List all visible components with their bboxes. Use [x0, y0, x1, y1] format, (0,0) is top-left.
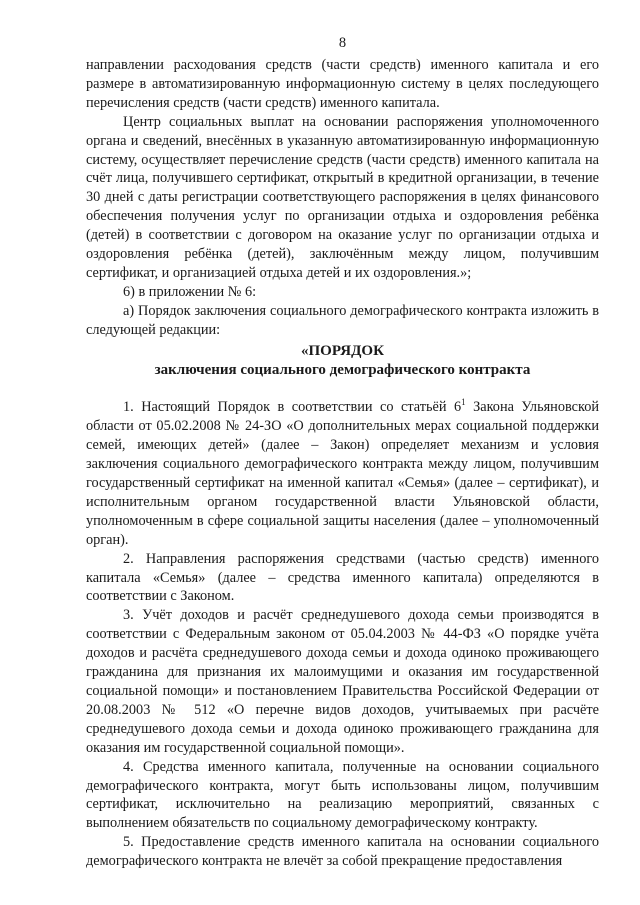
- document-body: [86, 56, 599, 871]
- clause-1-rest: Закона Ульяновской области от 05.02.2008 № 24-ЗО «О дополнительных мерах социальной поддержки семей, имеющих детей» (далее – Закон) определяет механизм и условия заключения социального демографического контракта между лицом, получившим государственный сертификат на именной капитал «Семья» (далее – сертификат), и исполнительным органом государственной власти Ульяновской области, уполномоченным в сфере социальной защиты населения (далее – уполномоченный орган).: [86, 399, 599, 548]
- paragraph-payment-center: Центр социальных выплат на основании распоряжения уполномоченного органа и сведений, внесённых в указанную автоматизированную информационную систему, осуществляет перечисление средств (части средств) именного капитала на счёт лица, получившего сертификат, открытый в кредитной организации, в течение 30 дней с даты регистрации соответствующего распоряжения в целях финансового обеспечения получения услуг по организации отдыха и оздоровления ребёнка (детей) в соответствии с договором на оказание услуг по организации отдыха и оздоровления ребёнка (детей), заключённым между лицом, получившим сертификат, и организацией отдыха детей и их оздоровления.»;: [86, 113, 599, 281]
- clause-2: 2. Направления распоряжения средствами (частью средств) именного капитала «Семья» (далее – средства именного капитала) определяются в соответствии с Законом.: [86, 550, 599, 605]
- clause-1: [86, 398, 599, 549]
- article-superscript: 1: [461, 397, 466, 408]
- paragraph-appendix-6: 6) в приложении № 6:: [123, 283, 257, 300]
- section-heading-subtitle: заключения социального демографического контракта: [154, 361, 531, 378]
- clause-3: 3. Учёт доходов и расчёт среднедушевого дохода семьи производятся в соответствии с Федеральным законом от 05.04.2003 № 44-ФЗ «О порядке учёта доходов и расчёта среднедушевого дохода семьи и дохода одиноко проживающего гражданина для признания их малоимущими и оказания им государственной социальной помощи» и постановлением Правительства Российской Федерации от 20.08.2003 № 512 «О перечне видов доходов, учитываемых при расчёте среднедушевого дохода семьи и дохода одиноко проживающего гражданина для оказания им государственной социальной помощи».: [86, 607, 599, 756]
- section-heading-title: «ПОРЯДОК: [301, 342, 384, 359]
- clause-4: 4. Средства именного капитала, полученные на основании социального демографического контракта, могут быть использованы лицом, получившим сертификат, исключительно на реализацию мероприятий, связанных с выполнением обязательств по социальному демографическому контракту.: [86, 758, 599, 832]
- paragraph-continuation: направлении расходования средств (части средств) именного капитала и его размере в автоматизированную информационную систему в целях последующего перечисления средств (части средств) именного капитала.: [86, 57, 599, 111]
- paragraph-amendment: а) Порядок заключения социального демографического контракта изложить в следующей редакции:: [86, 302, 599, 338]
- page-number: 8: [338, 35, 347, 51]
- clause-1-start: 1. Настоящий Порядок в соответствии со статьёй 6: [123, 399, 462, 416]
- clause-5: 5. Предоставление средств именного капитала на основании социального демографического контракта не влечёт за собой прекращение предоставления: [86, 834, 599, 870]
